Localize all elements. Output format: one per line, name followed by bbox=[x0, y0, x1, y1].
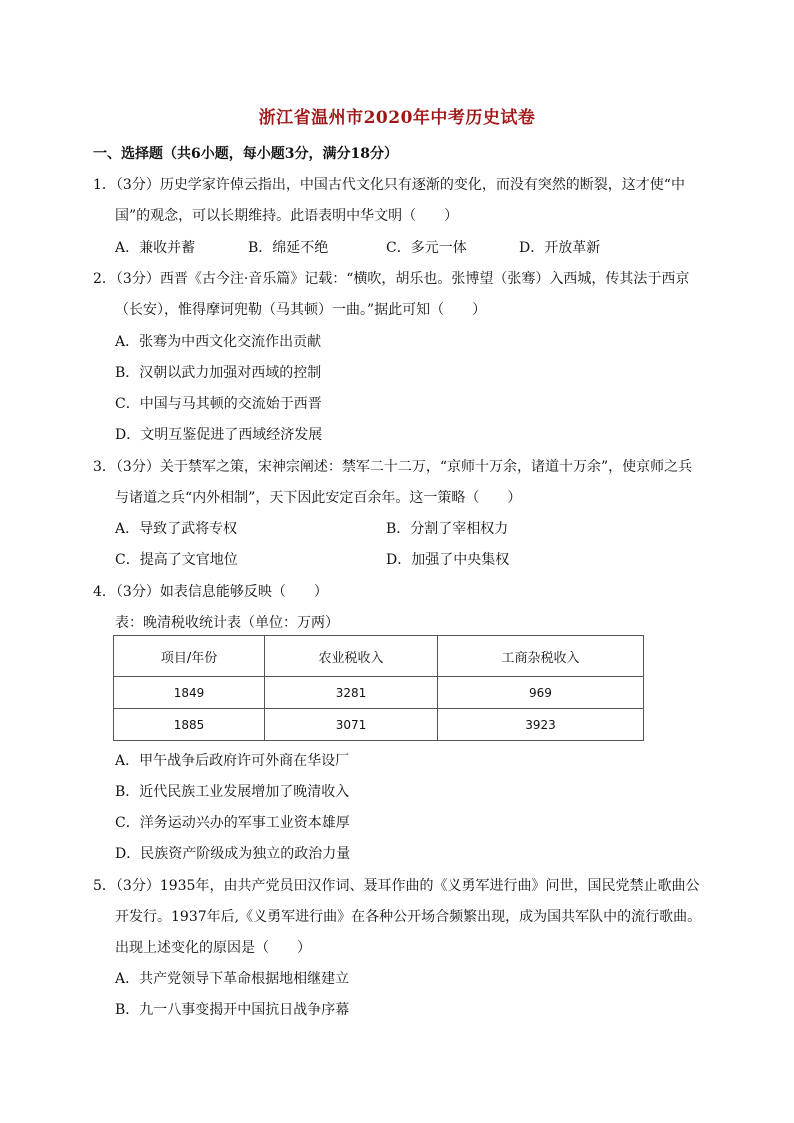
table-header-cell: 项目/年份 bbox=[114, 636, 265, 677]
q1-option-a: A．兼收并蓄 bbox=[115, 240, 196, 256]
q1-option-c: C．多元一体 bbox=[386, 240, 467, 256]
table-header-cell: 工商杂税收入 bbox=[437, 636, 643, 677]
table-cell: 3281 bbox=[265, 677, 438, 709]
q5-option-b: B．九一八事变揭开中国抗日战争序幕 bbox=[115, 1002, 350, 1018]
section-heading: 一、选择题（共6小题，每小题3分，满分18分） bbox=[93, 146, 398, 162]
table-cell: 969 bbox=[437, 677, 643, 709]
q4-option-d: D．民族资产阶级成为独立的政治力量 bbox=[115, 846, 351, 862]
question-3-text: 3．（3分）关于禁军之策，宋神宗阐述：禁军二十二万，“京师十万余，诸道十万余”，使京师之兵 bbox=[93, 459, 693, 475]
q5-option-a: A．共产党领导下革命根据地相继建立 bbox=[115, 971, 350, 987]
table-header-row bbox=[114, 636, 644, 677]
q1-option-d: D．开放革新 bbox=[519, 240, 601, 256]
q2-option-c: C．中国与马其顿的交流始于西晋 bbox=[115, 396, 322, 412]
table-header-cell: 农业税收入 bbox=[265, 636, 438, 677]
question-2-text-cont: （长安），惟得摩诃兜勒（马其顿）一曲。”据此可知（ ） bbox=[115, 302, 487, 318]
q3-option-d: D．加强了中央集权 bbox=[386, 552, 510, 568]
question-4-text: 4．（3分）如表信息能够反映（ ） bbox=[93, 584, 328, 600]
q3-option-c: C．提高了文官地位 bbox=[115, 552, 238, 568]
table-cell: 1849 bbox=[114, 677, 265, 709]
question-2-text: 2．（3分）西晋《古今注·音乐篇》记载：“横吹，胡乐也。张博望（张骞）入西城，传其法于西京 bbox=[93, 271, 690, 287]
table-cell: 3923 bbox=[437, 709, 643, 741]
table-row bbox=[114, 709, 644, 741]
question-5-text-cont: 开发行。1937年后,《义勇军进行曲》在各种公开场合频繁出现，成为国共军队中的流行歌曲。 bbox=[115, 909, 702, 925]
q1-option-b: B．绵延不绝 bbox=[248, 240, 329, 256]
q3-option-b: B．分割了宰相权力 bbox=[386, 521, 509, 537]
table-row bbox=[114, 677, 644, 709]
q2-option-d: D．文明互鉴促进了西域经济发展 bbox=[115, 427, 323, 443]
question-1-text: 1．（3分）历史学家许倬云指出，中国古代文化只有逐渐的变化，而没有突然的断裂，这才使“中 bbox=[93, 177, 685, 193]
table-caption: 表：晚清税收统计表（单位：万两） bbox=[115, 615, 339, 631]
tax-table bbox=[113, 635, 644, 741]
question-1-text-cont: 国”的观念，可以长期维持。此语表明中华文明（ ） bbox=[115, 208, 459, 224]
q2-option-a: A．张骞为中西文化交流作出贡献 bbox=[115, 334, 322, 350]
q4-option-a: A．甲午战争后政府许可外商在华设厂 bbox=[115, 753, 350, 769]
q2-option-b: B．汉朝以武力加强对西域的控制 bbox=[115, 365, 322, 381]
question-5-text-cont-2: 出现上述变化的原因是（ ） bbox=[115, 940, 311, 956]
question-5-text: 5．（3分）1935年，由共产党员田汉作词、聂耳作曲的《义勇军进行曲》问世，国民党禁止歌曲公 bbox=[93, 878, 700, 894]
table-cell: 1885 bbox=[114, 709, 265, 741]
page-title: 浙江省温州市2020年中考历史试卷 bbox=[258, 108, 536, 128]
q4-option-b: B．近代民族工业发展增加了晚清收入 bbox=[115, 784, 350, 800]
q4-option-c: C．洋务运动兴办的军事工业资本雄厚 bbox=[115, 815, 350, 831]
q3-option-a: A．导致了武将专权 bbox=[115, 521, 238, 537]
question-3-text-cont: 与诸道之兵“内外相制”，天下因此安定百余年。这一策略（ ） bbox=[115, 490, 522, 506]
table-cell: 3071 bbox=[265, 709, 438, 741]
